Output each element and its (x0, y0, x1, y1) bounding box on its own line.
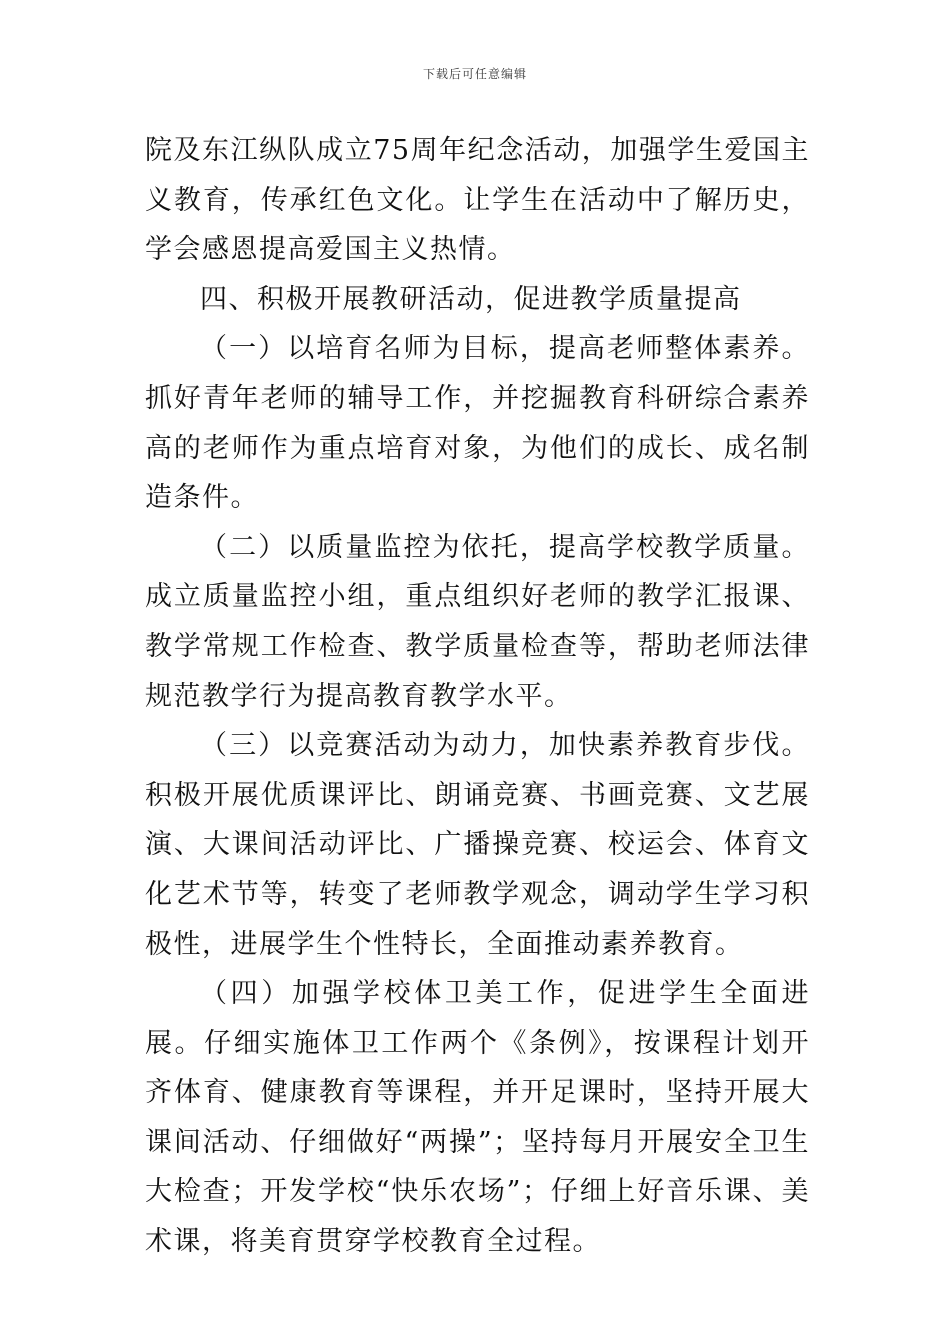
section-heading: 四、积极开展教研活动，促进教学质量提高 (200, 283, 742, 315)
paragraph-item-3: （三）以竞赛活动为动力，加快素养教育步伐。积极开展优质课评比、朗诵竞赛、书画竞赛、文艺展演、大课间活动评比、广播操竞赛、校运会、体育文化艺术节等，转变了老师教学观念，调动学生学习积极性，进展学生个性特长，全面推动素养教育。 (145, 730, 810, 960)
paragraph-item-4: （四）加强学校体卫美工作，促进学生全面进展。仔细实施体卫工作两个《条例》，按课程计划开齐体育、健康教育等课程，并开足课时，坚持开展大课间活动、仔细做好“两操”；坚持每月开展安全卫生大检查；开发学校“快乐农场”；仔细上好音乐课、美术课，将美育贯穿学校教育全过程。 (145, 978, 810, 1258)
paragraph-item-2: （二）以质量监控为依托，提高学校教学质量。成立质量监控小组，重点组织好老师的教学汇报课、教学常规工作检查、教学质量检查等，帮助老师法律规范教学行为提高教育教学水平。 (145, 531, 810, 712)
paragraph-item-1: （一）以培育名师为目标，提高老师整体素养。抓好青年老师的辅导工作，并挖掘教育科研综合素养高的老师作为重点培育对象，为他们的成长、成名制造条件。 (145, 333, 810, 514)
page-header: 下载后可任意编辑 (422, 67, 527, 81)
document-body (145, 126, 810, 1267)
paragraph-continuation: 院及东江纵队成立75周年纪念活动，加强学生爱国主义教育，传承红色文化。让学生在活动中了解历史，学会感恩提高爱国主义热情。 (145, 135, 810, 266)
